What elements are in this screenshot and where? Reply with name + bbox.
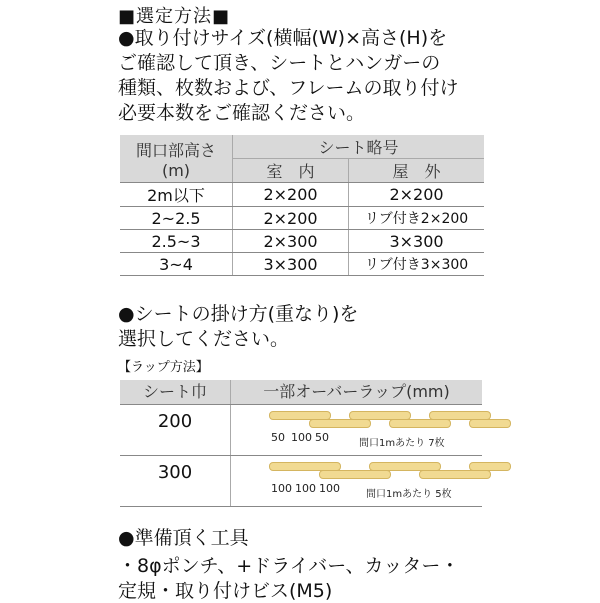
sheets-per-meter-note: 間口1mあたり 7枚	[359, 438, 445, 449]
dimension-label: 100	[291, 431, 312, 444]
sheet-strip	[389, 419, 451, 428]
table-header-indoor: 室 内	[233, 159, 349, 183]
sheet-strip	[419, 470, 491, 479]
cell-outdoor: リブ付き2×200	[349, 207, 485, 230]
dimension-label: 100	[295, 482, 316, 495]
table-header-height	[120, 135, 233, 183]
sheet-strip	[319, 470, 391, 479]
wrap-instruction-line-2: 選択してください。	[118, 328, 290, 350]
cell-height: 3~4	[120, 253, 233, 276]
cell-outdoor: 3×300	[349, 230, 485, 253]
table-header-sheet-code: シート略号	[233, 135, 485, 159]
sheet-strip	[469, 419, 511, 428]
sheet-strip	[469, 462, 511, 471]
dimension-label: 50	[315, 431, 329, 444]
wrap-table-header	[120, 380, 482, 405]
cell-indoor: 2×200	[233, 207, 349, 230]
cell-indoor: 2×300	[233, 230, 349, 253]
cell-indoor: 3×300	[233, 253, 349, 276]
sheet-strip	[309, 419, 371, 428]
tools-line-2: 定規・取り付けビス(M5)	[118, 580, 333, 602]
cell-height: 2.5~3	[120, 230, 233, 253]
table-row	[120, 183, 484, 207]
overlap-diagram	[230, 456, 482, 506]
table-row	[120, 207, 484, 230]
header-height-unit: (m)	[161, 160, 191, 180]
instruction-line-4: 必要本数をご確認ください。	[118, 102, 366, 124]
tools-heading: ●準備頂く工具	[118, 527, 249, 549]
table-row	[120, 405, 482, 456]
wrap-instruction-line-1: ●シートの掛け方(重なり)を	[118, 303, 359, 325]
sheets-per-meter-note: 間口1mあたり 5枚	[366, 489, 452, 500]
tools-line-1: ・8φポンチ、+ドライバー、カッター・	[118, 555, 460, 577]
wrap-method-label: 【ラップ方法】	[118, 360, 209, 375]
header-sheet-width: シート巾	[142, 382, 207, 401]
table-row	[120, 230, 484, 253]
wrap-method-table	[120, 380, 482, 507]
table-row	[120, 456, 482, 507]
cell-outdoor: リブ付き3×300	[349, 253, 485, 276]
cell-sheet-width: 300	[157, 462, 193, 483]
instruction-line-3: 種類、枚数および、フレームの取り付け	[118, 77, 459, 99]
section-heading-selection: ■選定方法■	[118, 6, 231, 27]
cell-outdoor: 2×200	[349, 183, 485, 207]
dimension-label: 100	[319, 482, 340, 495]
sheet-selection-table	[120, 135, 484, 276]
instruction-line-1: ●取り付けサイズ(横幅(W)×高さ(H)を	[118, 27, 448, 49]
table-header-outdoor: 屋 外	[349, 159, 485, 183]
dimension-label: 50	[271, 431, 285, 444]
cell-sheet-width: 200	[157, 411, 193, 432]
cell-height: 2m以下	[120, 183, 233, 207]
header-overlap: 一部オーバーラップ(mm)	[230, 380, 482, 404]
dimension-label: 100	[271, 482, 292, 495]
overlap-diagram	[230, 405, 482, 455]
header-height-label: 間口部高さ	[135, 140, 216, 160]
cell-height: 2~2.5	[120, 207, 233, 230]
table-row	[120, 253, 484, 276]
cell-indoor: 2×200	[233, 183, 349, 207]
instruction-line-2: ご確認して頂き、シートとハンガーの	[118, 52, 441, 74]
